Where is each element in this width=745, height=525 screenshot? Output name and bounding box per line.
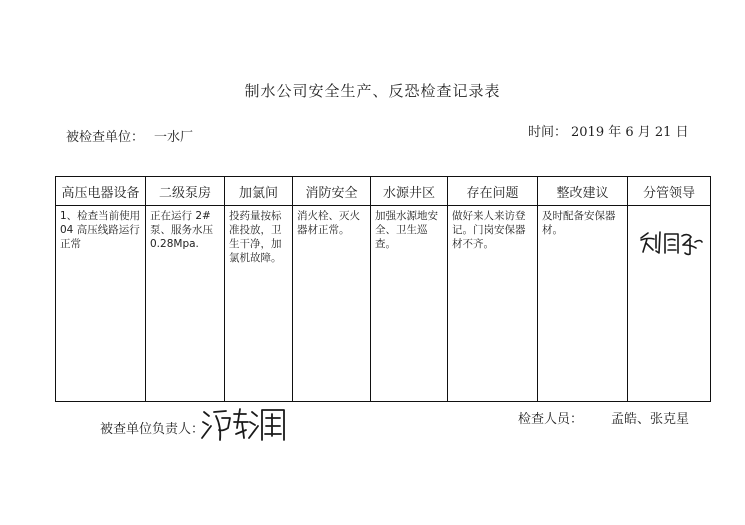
cell-water-source-well: 加强水源地安全、卫生巡查。: [371, 206, 448, 402]
inspected-unit-line: [66, 126, 193, 145]
inspected-unit-label: 被检查单位：: [66, 130, 145, 145]
header-chlorination-room: 加氯间: [225, 177, 293, 206]
header-leader-in-charge: 分管领导: [628, 177, 711, 206]
header-secondary-pump-room: 二级泵房: [146, 177, 225, 206]
header-rectification-advice: 整改建议: [538, 177, 628, 206]
cell-rectification-advice: 及时配备安保器材。: [538, 206, 628, 402]
date-line: [528, 121, 689, 140]
cell-hv-equipment: 1、检查当前使用 04 高压线路运行正常: [56, 206, 146, 402]
table-header-row: [56, 177, 711, 206]
cell-existing-problems: 做好来人来访登记。门岗安保器材不齐。: [448, 206, 538, 402]
responsible-handwritten-signature: [200, 404, 292, 446]
date-label: 时间：: [528, 125, 568, 140]
record-table: [55, 176, 711, 402]
header-hv-equipment: 高压电器设备: [56, 177, 146, 206]
header-fire-safety: 消防安全: [293, 177, 371, 206]
inspectors-value: 孟皓、张克星: [611, 412, 690, 427]
cell-chlorination-room: 投药量按标准投放，卫生干净，加氯机故障。: [225, 206, 293, 402]
inspectors-label: 检查人员：: [518, 412, 584, 427]
cell-fire-safety: 消火栓、灭火器材正常。: [293, 206, 371, 402]
inspected-unit-value: 一水厂: [154, 130, 194, 145]
header-water-source-well: 水源井区: [371, 177, 448, 206]
cell-secondary-pump-room: 正在运行 2#泵、服务水压 0.28Mpa.: [146, 206, 225, 402]
document-title: 制水公司安全生产、反恐检查记录表: [244, 82, 501, 100]
table-row: [56, 206, 711, 402]
inspectors-line: [518, 408, 689, 427]
responsible-person-label: 被查单位负责人：: [100, 422, 205, 437]
cell-leader-signature: [628, 206, 711, 402]
leader-handwritten-signature: [638, 228, 704, 258]
date-value: 2019 年 6 月 21 日: [571, 125, 689, 140]
header-existing-problems: 存在问题: [448, 177, 538, 206]
